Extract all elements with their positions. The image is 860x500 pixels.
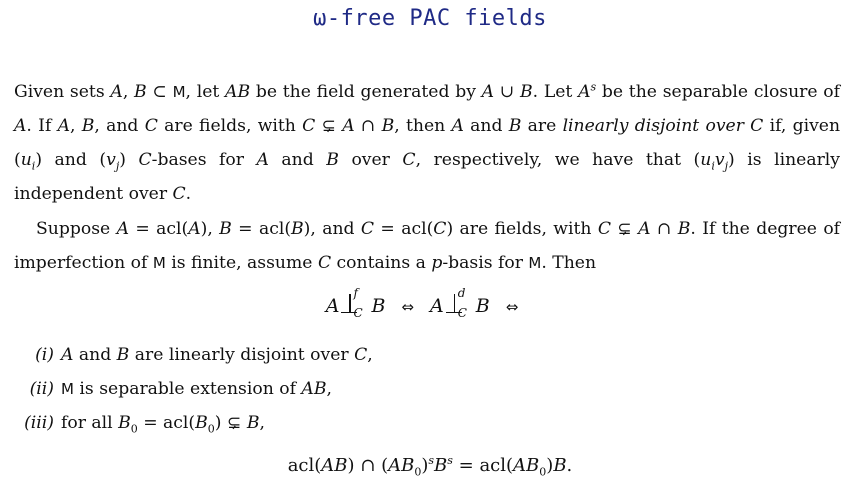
independence-bar <box>349 294 350 313</box>
math-var: B <box>134 82 147 102</box>
math-var: A <box>638 219 651 239</box>
math-var: B <box>219 219 232 239</box>
independence-sup: f <box>353 286 358 300</box>
math-var: B <box>371 295 386 317</box>
text-run: is finite, assume <box>165 253 318 273</box>
math-var: C <box>360 219 375 239</box>
math-var: A <box>61 345 74 365</box>
independence-equivalence <box>0 286 860 320</box>
math-var: C <box>597 219 612 239</box>
text-run: ) <box>421 455 429 476</box>
math-var: A <box>14 116 27 136</box>
text-run: ⊊ <box>611 219 639 239</box>
acl-equation <box>0 454 860 479</box>
math-var: A <box>110 82 123 102</box>
list-item <box>0 338 860 372</box>
math-var: A <box>116 219 129 239</box>
text-run: . Let <box>532 82 579 102</box>
math-subscript: 0 <box>130 422 138 436</box>
text-run: ) ⊊ <box>214 413 247 433</box>
math-var: B <box>291 219 304 239</box>
math-var: B <box>434 455 448 476</box>
math-var: u <box>20 150 32 170</box>
text-run: , <box>122 82 135 102</box>
math-superscript: s <box>590 80 597 94</box>
text-run: Given sets <box>14 82 111 102</box>
math-subscript: j <box>115 159 120 173</box>
text-run: = acl( <box>374 219 434 239</box>
text-run: are linearly disjoint over <box>129 345 355 365</box>
text-run: ), <box>200 219 220 239</box>
text-run: , and <box>94 116 145 136</box>
math-subscript: i <box>31 159 36 173</box>
text-run: Suppose <box>36 219 117 239</box>
independence-sub: C <box>457 306 467 320</box>
text-run: . If the degree of imperfection of <box>14 219 841 273</box>
math-var: B <box>553 455 567 476</box>
math-var: C <box>302 116 316 136</box>
text-run: = acl( <box>128 219 189 239</box>
math-var: C <box>144 116 158 136</box>
text-run: and <box>268 150 327 170</box>
list-text <box>61 372 332 406</box>
math-subscript: 0 <box>414 465 422 479</box>
math-var: C <box>354 345 368 365</box>
math-var: A <box>451 116 464 136</box>
math-var: A <box>430 295 444 317</box>
text-run: ∩ <box>650 219 678 239</box>
math-blackboard: M <box>528 254 542 272</box>
math-var: B <box>81 116 95 136</box>
math-var: AB <box>513 455 540 476</box>
iff-symbol: ⇔ <box>505 298 519 316</box>
text-run: , <box>326 379 332 399</box>
text-run: for all <box>61 413 119 433</box>
text-run: be the separable closure of <box>596 82 841 102</box>
forking-independence-symbol <box>339 286 371 320</box>
text-run: . <box>185 184 192 204</box>
independence-sup: d <box>457 286 466 300</box>
math-var: B <box>519 82 533 102</box>
math-var: B <box>326 150 339 170</box>
list-text <box>61 338 373 372</box>
math-var: u <box>700 150 712 170</box>
math-var: A <box>256 150 269 170</box>
text-run: is separable extension of <box>73 379 302 399</box>
definition-paragraph <box>14 75 840 211</box>
math-var: B <box>475 295 490 317</box>
math-var: v <box>714 150 725 170</box>
math-superscript: s <box>447 454 453 467</box>
text-run: ) is linearly independent over <box>14 150 840 204</box>
hypothesis-paragraph <box>14 212 840 280</box>
text-run: . Then <box>541 253 597 273</box>
text-run: , <box>70 116 82 136</box>
math-subscript: 0 <box>539 465 547 479</box>
text-run: , <box>259 413 265 433</box>
text-run: if, given ( <box>14 116 841 170</box>
text-run: be the field generated by <box>250 82 482 102</box>
text-run: ) <box>119 150 139 170</box>
text-run: -basis for <box>442 253 529 273</box>
math-blackboard: M <box>172 83 186 101</box>
math-blackboard: M <box>61 380 74 398</box>
math-var: AB <box>321 455 348 476</box>
math-var: A <box>325 295 340 317</box>
list-label: (iii) <box>24 413 54 433</box>
text-run: ∪ <box>494 82 520 102</box>
text-run: ) are fields, with <box>446 219 598 239</box>
text-run: = acl( <box>452 455 514 476</box>
math-superscript: s <box>428 454 435 467</box>
text-run: ⊊ <box>315 116 343 136</box>
math-var: p <box>431 253 443 273</box>
list-text <box>61 406 265 440</box>
text-run: are <box>521 116 563 136</box>
text-run: ), and <box>303 219 361 239</box>
list-label: (ii) <box>29 379 54 399</box>
math-var: C <box>138 150 152 170</box>
math-var: v <box>106 150 116 170</box>
text-run: . If <box>26 116 58 136</box>
text-run: , respectively, we have that ( <box>415 150 701 170</box>
slide-title: ω-free PAC fields <box>313 6 547 31</box>
text-run: ) ∩ ( <box>347 455 389 476</box>
math-var: B <box>246 413 260 433</box>
iff-symbol: ⇔ <box>401 298 414 316</box>
math-var: B <box>118 413 131 433</box>
text-run: ∩ <box>354 116 382 136</box>
math-blackboard: M <box>152 254 166 272</box>
math-var: AB <box>301 379 327 399</box>
math-var: AB <box>388 455 415 476</box>
math-var: B <box>677 219 691 239</box>
math-var: B <box>195 413 208 433</box>
math-var: AB <box>225 82 251 102</box>
math-var: C <box>172 184 186 204</box>
math-var: A <box>57 116 70 136</box>
independence-bar <box>454 294 455 313</box>
math-var: B <box>508 116 522 136</box>
math-subscript: i <box>711 159 715 173</box>
text-run: , then <box>394 116 452 136</box>
text-run: . <box>566 455 573 476</box>
math-var: A <box>188 219 201 239</box>
text-run: -bases for <box>151 150 257 170</box>
list-item <box>0 372 860 406</box>
text-run: ) and ( <box>35 150 107 170</box>
math-var: C <box>433 219 447 239</box>
text-run: ) <box>546 455 554 476</box>
text-run: and <box>463 116 509 136</box>
list-item <box>0 406 860 440</box>
text-run: contains a <box>331 253 432 273</box>
text-run: and <box>73 345 117 365</box>
math-var: C <box>317 253 332 273</box>
text-run: ⊂ <box>146 82 173 102</box>
math-subscript: 0 <box>207 422 215 436</box>
text-run: are fields, with <box>157 116 303 136</box>
math-var: A <box>342 116 355 136</box>
math-var: A <box>481 82 495 102</box>
list-label: (i) <box>35 345 54 365</box>
math-subscript: j <box>724 159 729 173</box>
text-run: = acl( <box>137 413 196 433</box>
math-var: B <box>381 116 395 136</box>
text-run: = acl( <box>231 219 292 239</box>
dividing-independence-symbol <box>444 286 476 320</box>
defined-term: linearly disjoint over C <box>562 116 764 136</box>
condition-list <box>0 338 860 440</box>
text-run: acl( <box>287 455 322 476</box>
math-var: C <box>402 150 416 170</box>
text-run: , let <box>185 82 226 102</box>
independence-sub: C <box>353 306 363 320</box>
text-run: , <box>367 345 373 365</box>
math-var: A <box>578 82 591 102</box>
text-run: over <box>338 150 403 170</box>
math-var: B <box>116 345 130 365</box>
